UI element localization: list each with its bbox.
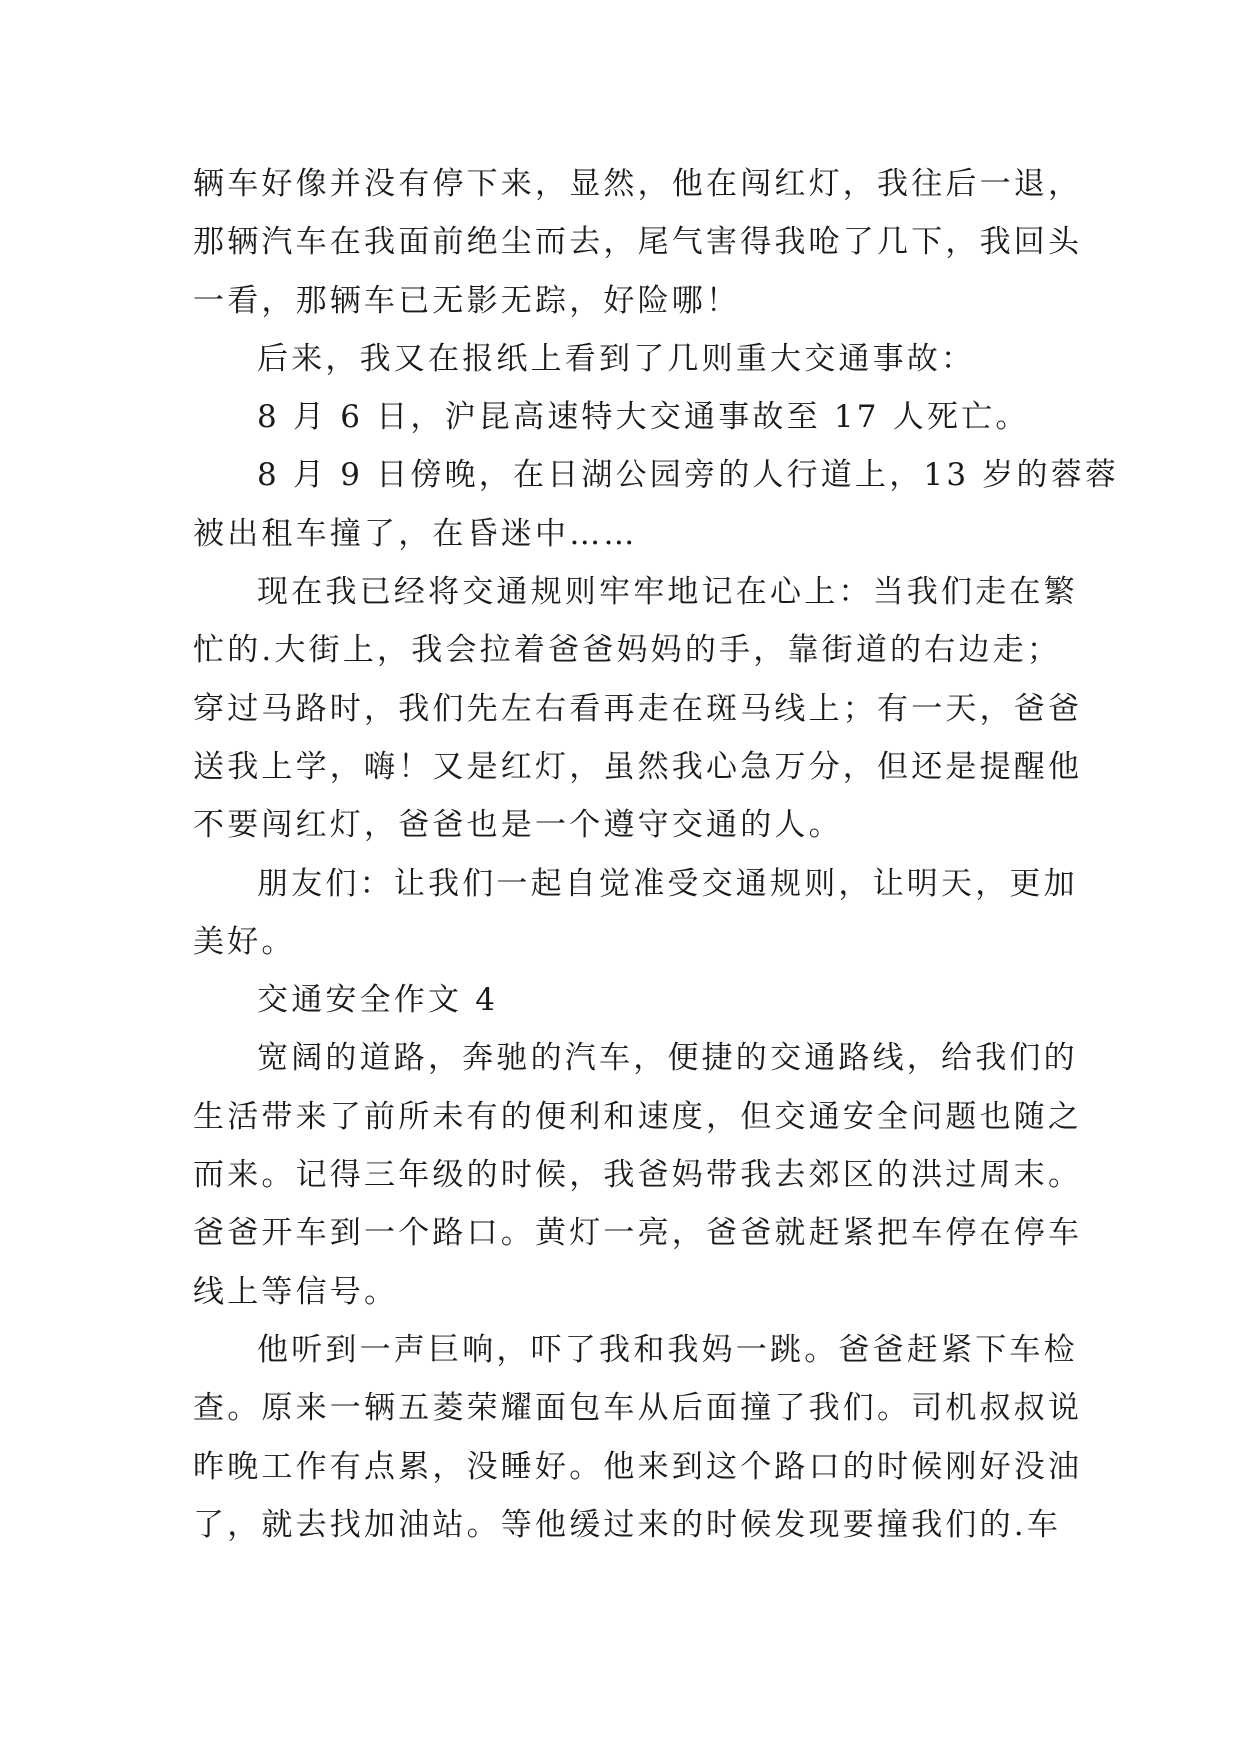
text-line: 朋友们：让我们一起自觉准受交通规则，让明天，更加 [257, 865, 1078, 902]
text-line: 交通安全作文 4 [257, 982, 499, 1019]
text-line: 而来。记得三年级的时候，我爸妈带我去郊区的洪过周末。 [193, 1157, 1083, 1194]
text-line: 昨晚工作有点累，没睡好。他来到这个路口的时候刚好没油 [193, 1448, 1083, 1485]
text-line: 后来，我又在报纸上看到了几则重大交通事故： [257, 340, 976, 377]
text-line: 爸爸开车到一个路口。黄灯一亮，爸爸就赶紧把车停在停车 [193, 1215, 1083, 1252]
text-line: 8 月 9 日傍晚，在日湖公园旁的人行道上，13 岁的蓉蓉 [257, 457, 1120, 494]
text-line: 忙的.大街上，我会拉着爸爸妈妈的手，靠街道的右边走； [193, 632, 1062, 669]
text-line: 被出租车撞了，在昏迷中…… [193, 515, 638, 552]
text-line: 一看，那辆车已无影无踪，好险哪！ [193, 282, 741, 319]
text-line: 那辆汽车在我面前绝尘而去，尾气害得我呛了几下，我回头 [193, 224, 1083, 261]
text-line: 8 月 6 日，沪昆高速特大交通事故至 17 人死亡。 [257, 399, 1030, 436]
text-line: 穿过马路时，我们先左右看再走在斑马线上；有一天，爸爸 [193, 690, 1083, 727]
text-line: 送我上学，嗨！又是红灯，虽然我心急万分，但还是提醒他 [193, 748, 1083, 785]
text-line: 生活带来了前所未有的便利和速度，但交通安全问题也随之 [193, 1098, 1083, 1135]
text-line: 了，就去找加油站。等他缓过来的时候发现要撞我们的.车 [193, 1506, 1062, 1543]
text-line: 他听到一声巨响，吓了我和我妈一跳。爸爸赶紧下车检 [257, 1331, 1078, 1368]
text-line: 不要闯红灯，爸爸也是一个遵守交通的人。 [193, 807, 843, 844]
body-text [193, 155, 1120, 1554]
text-line: 美好。 [193, 923, 296, 960]
text-line: 宽阔的道路，奔驰的汽车，便捷的交通路线，给我们的 [257, 1040, 1078, 1077]
text-line: 辆车好像并没有停下来，显然，他在闯红灯，我往后一退， [193, 166, 1083, 202]
text-line: 现在我已经将交通规则牢牢地记在心上：当我们走在繁 [257, 574, 1078, 611]
text-line: 线上等信号。 [193, 1273, 399, 1310]
text-line: 查。原来一辆五菱荣耀面包车从后面撞了我们。司机叔叔说 [193, 1390, 1083, 1427]
